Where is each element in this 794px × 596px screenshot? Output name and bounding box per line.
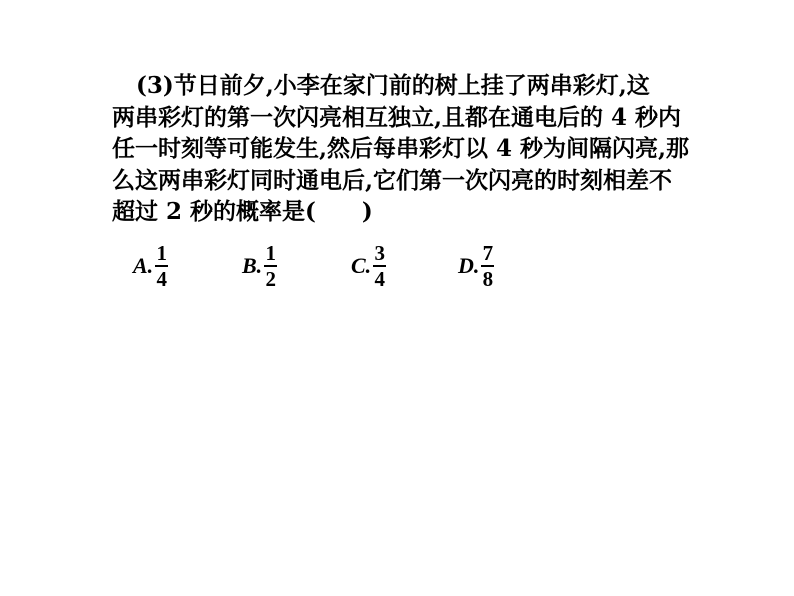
answer-options: [133, 240, 633, 292]
option-b-fraction: [264, 242, 277, 290]
question-line-4: 么这两串彩灯同时通电后,它们第一次闪亮的时刻相差不: [112, 166, 673, 194]
option-c-denominator: 4: [374, 266, 385, 291]
option-c[interactable]: [351, 240, 386, 292]
option-b-label: B.: [242, 253, 263, 278]
option-c-label: C.: [351, 253, 372, 278]
option-d[interactable]: [458, 240, 494, 292]
option-a[interactable]: [133, 240, 168, 292]
option-d-label: D.: [458, 253, 480, 278]
option-b[interactable]: [242, 240, 277, 292]
option-c-fraction: [373, 242, 386, 290]
question-line-2: 两串彩灯的第一次闪亮相互独立,且都在通电后的 4 秒内: [112, 103, 682, 131]
option-d-denominator: 8: [482, 266, 494, 291]
question-line-3: 任一时刻等可能发生,然后每串彩灯以 4 秒为间隔闪亮,那: [112, 135, 690, 162]
option-d-numerator: 7: [482, 241, 494, 266]
question-line-1-text: (3)节日前夕,小李在家门前的树上挂了两串彩灯,这: [136, 72, 650, 99]
question-line-5: 超过 2 秒的概率是( ): [112, 198, 373, 225]
option-b-denominator: 2: [265, 266, 276, 291]
option-a-fraction: [155, 242, 168, 290]
question-line-1: [112, 70, 702, 102]
option-a-denominator: 4: [156, 266, 167, 291]
option-a-label: A.: [133, 253, 154, 278]
option-c-numerator: 3: [374, 241, 385, 266]
option-b-numerator: 1: [265, 241, 276, 266]
question-text: [112, 70, 702, 228]
option-d-fraction: [481, 242, 494, 290]
option-a-numerator: 1: [156, 241, 167, 266]
